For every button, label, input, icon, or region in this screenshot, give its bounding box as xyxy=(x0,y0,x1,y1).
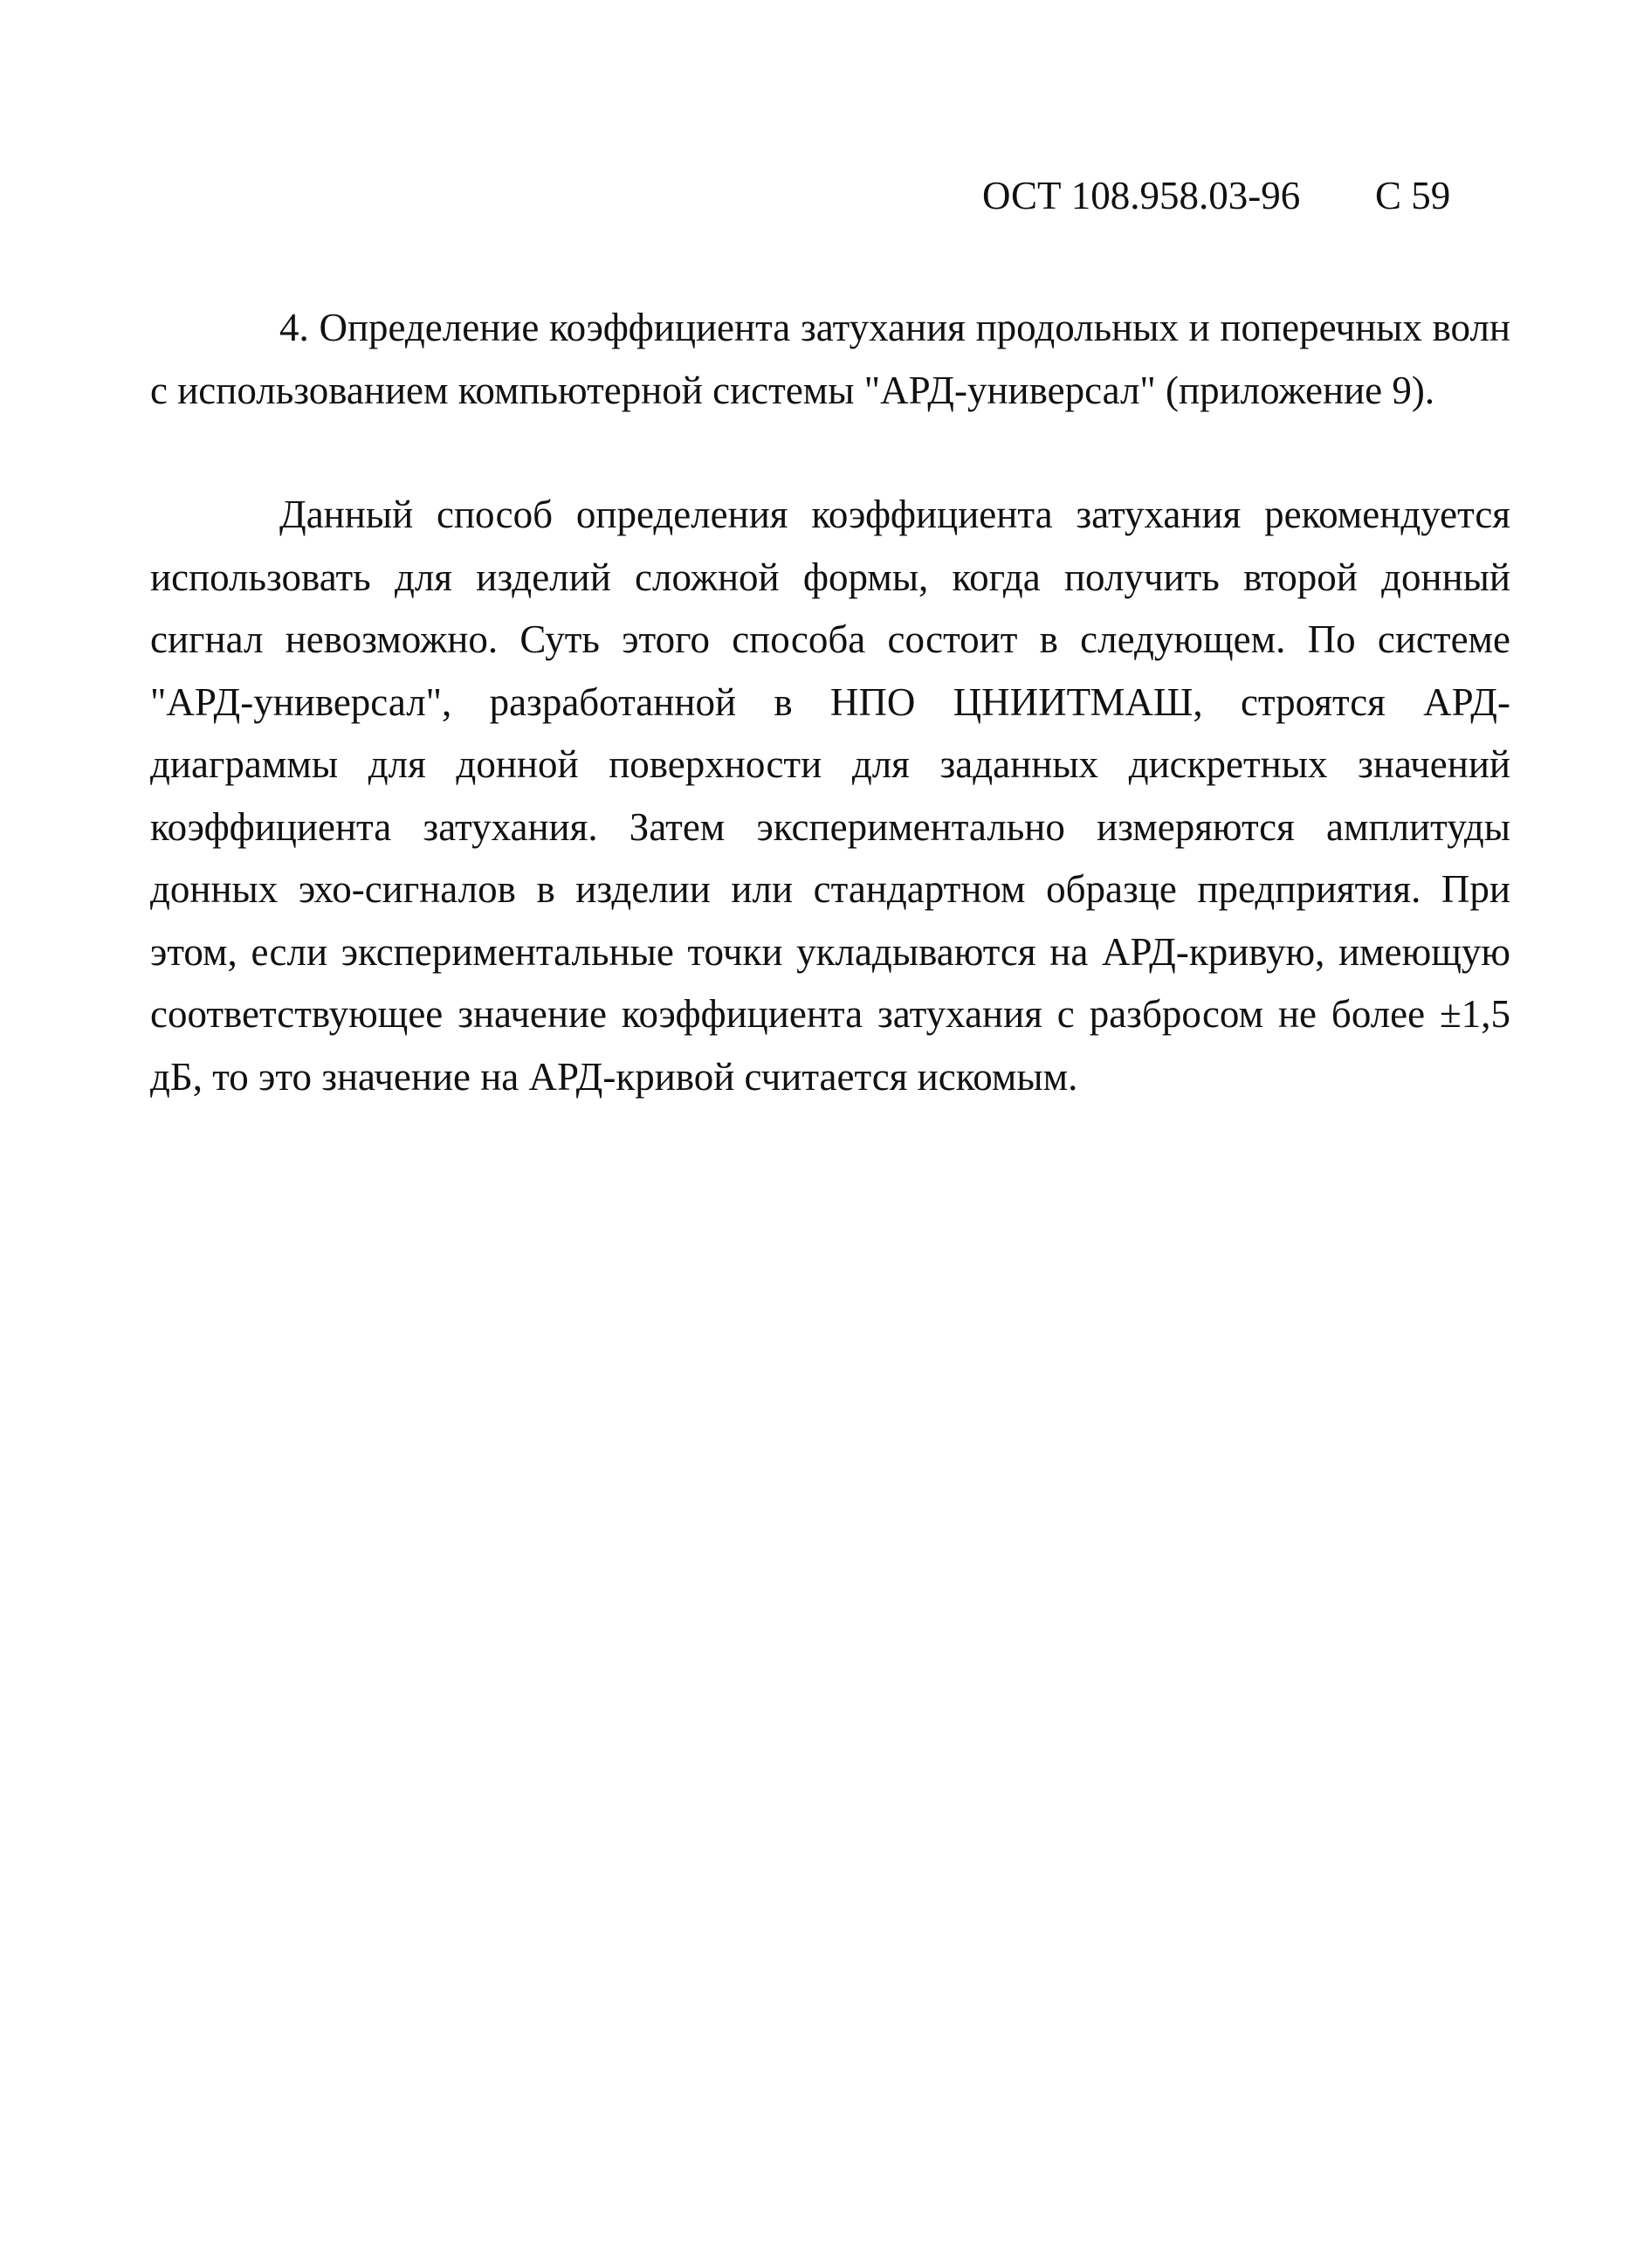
page-number: С 59 xyxy=(1375,174,1451,217)
section-heading-paragraph: 4. Определение коэффициента затухания продольных и поперечных волн с использованием компьютерной системы "АРД-универсал" (приложение 9). xyxy=(150,306,1510,412)
page-header xyxy=(982,171,1471,220)
body-paragraph: Данный способ определения коэффициента затухания рекомендуется использовать для изделий сложной формы, когда получить второй донный сигнал невозможно. Суть этого способа состоит в следующем. По системе "АРД-универсал", разработанной в НПО ЦНИИТМАШ, строятся АРД-диаграммы для донной поверхности для заданных дискретных значений коэффициента затухания. Затем экспериментально измеряются амплитуды донных эхо-сигналов в изделии или стандартном образце предприятия. При этом, если экспериментальные точки укладываются на АРД-кривую, имеющую соответствующее значение коэффициента затухания с разбросом не более ±1,5 дБ, то это значение на АРД-кривой считается искомым. xyxy=(150,493,1510,1099)
document-code: ОСТ 108.958.03-96 xyxy=(982,174,1301,217)
